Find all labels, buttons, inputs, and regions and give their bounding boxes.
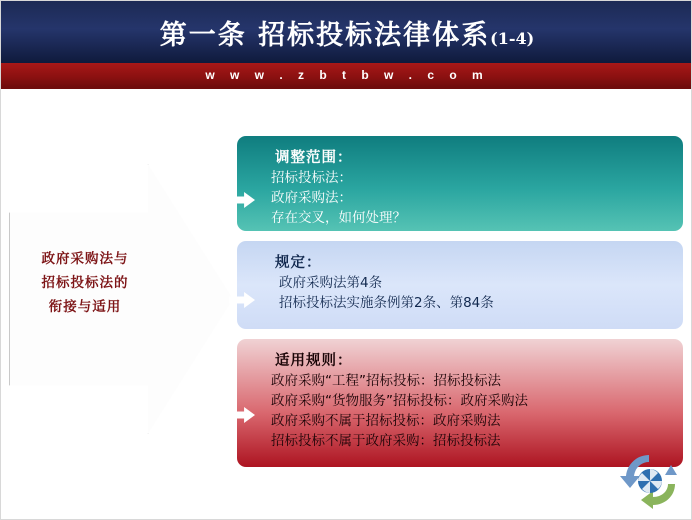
card-line: 招标投标法： (271, 170, 352, 186)
card-apply-title: 适用规则： (275, 353, 353, 369)
card-scope (237, 136, 683, 231)
page-title (1, 13, 692, 52)
card-rules-lines (279, 273, 673, 313)
card-line: 招标投标不属于政府采购：招标投标法 (271, 433, 501, 449)
card-line: 政府采购法第4条 (279, 275, 383, 291)
card-line: 政府采购法： (271, 190, 352, 206)
card-line: 政府采购“货物服务”招标投标：政府采购法 (271, 393, 528, 409)
left-arrow-label-line: 衔接与适用 (48, 299, 122, 315)
card-scope-title: 调整范围： (275, 150, 353, 166)
diagram-canvas (1, 89, 692, 520)
website-url: w w w . z b t b w . c o m (205, 68, 489, 82)
slide-header (1, 1, 692, 63)
card-line: 政府采购不属于招标投标：政府采购法 (271, 413, 501, 429)
left-arrow-label-line: 政府采购法与 (41, 251, 129, 267)
card-line: 招标投标法实施条例第2条、第84条 (279, 295, 494, 311)
card-line: 政府采购“工程”招标投标：招标投标法 (271, 373, 501, 389)
card-apply (237, 339, 683, 467)
left-arrow-label-line: 招标投标法的 (41, 275, 129, 291)
card-rules (237, 241, 683, 329)
card-line: 存在交叉，如何处理？ (271, 210, 406, 226)
website-bar (1, 63, 692, 87)
card-scope-lines (271, 168, 673, 228)
page-title-suffix: (1-4) (490, 29, 535, 48)
left-arrow-label (15, 247, 155, 319)
card-apply-lines (271, 371, 673, 451)
recycle-logo-icon (619, 451, 679, 509)
card-rules-title: 规定： (275, 255, 322, 271)
page-title-main: 第一条 招标投标法律体系 (159, 20, 491, 51)
